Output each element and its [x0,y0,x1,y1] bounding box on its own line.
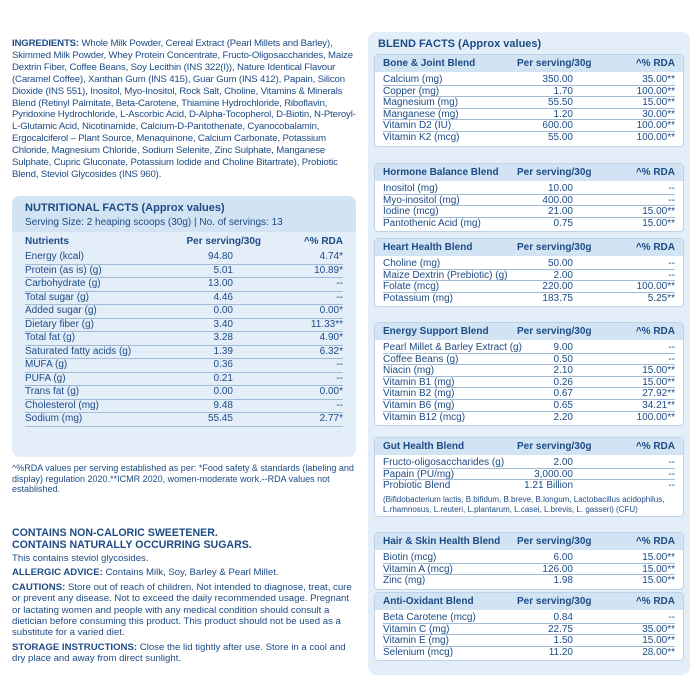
blend-nutrient-name: Inositol (mg) [383,183,439,194]
nutrient-name: Total sugar (g) [25,291,89,303]
blend-col-rda: ^% RDA [635,167,675,178]
blend-row [383,183,675,195]
ingredients-label: INGREDIENTS: [12,38,79,49]
allergic-text: Contains Milk, Soy, Barley & Pearl Millet. [105,567,279,579]
nutrient-rda: 0.00* [319,386,343,397]
nutrient-per-serving: 3.28 [213,332,233,343]
blend-per-serving: 1.21 Billion [524,480,573,492]
nutrition-row [25,386,343,400]
blend-row [383,457,675,469]
nutrition-row [25,332,343,346]
sugars-notice: CONTAINS NATURALLY OCCURRING SUGARS. [12,539,252,551]
blend-rda: 100.00** [636,411,675,423]
blend-nutrient-name: Folate (mcg) [383,281,440,293]
blend-name: Energy Support Blend [383,326,489,337]
cautions-text: Store out of reach of children. Not intended to diagnose, treat, cure or prevent any disease. Not to exceed the daily recommended usage. Pregnant or lactating women and people with any medical condition should consult a dietician before consuming this product. This product should not be used as a substitute for a varied diet. [12,581,352,639]
blend-per-serving: 2.10 [553,365,573,377]
blend-col-per-serving: Per serving/30g [517,441,592,452]
blend-per-serving: 55.00 [547,131,573,143]
blend-rda: 15.00** [642,635,675,647]
nutrient-rda: -- [336,399,343,411]
blend-rda: 15.00** [642,97,675,109]
nutrition-row [25,265,343,279]
blend-rda: 15.00** [642,575,675,587]
blend-row [383,635,675,647]
blend-table [374,163,684,232]
blend-row [383,480,675,492]
blend-nutrient-name: Niacin (mg) [383,365,435,377]
blend-row [383,412,675,424]
blend-row [383,206,675,218]
nutrient-rda: 0.00* [319,305,343,316]
blend-per-serving: 11.20 [548,646,573,658]
blend-per-serving: 2.20 [553,411,573,423]
nutrient-per-serving: 3.40 [213,318,233,330]
blend-per-serving: 2.00 [553,457,573,468]
blend-row [383,342,675,354]
blend-col-per-serving: Per serving/30g [517,167,592,178]
col-rda: ^% RDA [303,236,343,247]
nutrition-header [12,196,356,232]
blend-nutrient-name: Vitamin K2 (mcg) [383,131,460,143]
blend-per-serving: 400.00 [542,194,573,206]
nutrient-per-serving: 5.01 [213,264,233,276]
nutrient-per-serving: 0.21 [213,372,233,384]
blend-rda: -- [668,480,675,492]
blend-rda: 100.00** [636,131,675,143]
blend-rda: -- [668,457,675,468]
blend-per-serving: 3,000.00 [534,468,573,480]
nutrition-table [12,232,356,427]
blend-nutrient-name: Potassium (mg) [383,292,454,304]
blend-row [383,195,675,207]
blend-nutrient-name: Biotin (mcg) [383,552,437,563]
blend-row [383,258,675,270]
blend-rda: 30.00** [642,108,675,120]
blend-rda: 27.92** [642,388,675,400]
blend-rda: 15.00** [642,552,675,563]
nutrient-rda: 4.74* [319,251,343,262]
blend-table [374,54,684,147]
probiotic-strains-note: (Bifidobacterium lactis, B.bifidum, B.breve, B.longum, Lactobacillus acidophilus, L.rhamnosus, L.reuteri, L.plantarum, L.casei, L.brevis, L. gasseri) (CFU) [383,494,665,514]
blend-per-serving: 0.67 [553,388,573,400]
nutrition-row [25,413,343,427]
nutrient-name: Trans fat (g) [25,386,80,397]
blend-name: Gut Health Blend [383,441,465,452]
blend-per-serving: 50.00 [547,258,573,269]
blend-row [383,365,675,377]
nutrient-name: Added sugar (g) [25,305,97,316]
blend-nutrient-name: Manganese (mg) [383,108,459,120]
blend-nutrient-name: Vitamin B2 (mg) [383,388,455,400]
blend-nutrient-name: Selenium (mcg) [383,646,454,658]
blend-per-serving: 0.50 [553,353,573,365]
blend-nutrient-name: Vitamin B6 (mg) [383,399,455,411]
sweetener-notice: CONTAINS NON-CALORIC SWEETENER. [12,527,218,539]
blend-header [375,164,683,181]
nutrition-table-header [25,236,343,251]
blend-per-serving: 6.00 [553,552,573,563]
blend-nutrient-name: Choline (mg) [383,258,441,269]
nutrient-rda: -- [336,278,343,289]
blend-per-serving: 22.75 [547,623,573,635]
storage-label: STORAGE INSTRUCTIONS: [12,641,138,653]
blend-rda: 35.00** [642,623,675,635]
blend-col-rda: ^% RDA [635,536,675,547]
blend-header [375,438,683,455]
blend-nutrient-name: Magnesium (mg) [383,97,459,109]
blend-row [383,218,675,230]
blend-name: Anti-Oxidant Blend [383,596,474,607]
blend-nutrient-name: Coffee Beans (g) [383,353,459,365]
blend-header [375,533,683,550]
blend-rda: 34.21** [642,399,675,411]
blend-nutrient-name: Vitamin E (mg) [383,635,449,647]
blend-row [383,281,675,293]
blend-row [383,120,675,132]
blend-per-serving: 0.84 [553,612,573,623]
blend-nutrient-name: Beta Carotene (mcg) [383,612,476,623]
blend-col-per-serving: Per serving/30g [517,58,592,69]
allergic-advice [12,567,357,578]
blend-header [375,593,683,610]
nutrient-name: Energy (kcal) [25,251,84,262]
blend-header [375,239,683,256]
blend-row [383,469,675,481]
blend-per-serving: 0.75 [553,217,573,229]
blend-col-per-serving: Per serving/30g [517,536,592,547]
blend-per-serving: 55.50 [547,97,573,109]
blend-table [374,322,684,426]
nutrient-name: Dietary fiber (g) [25,318,94,330]
blend-row [383,564,675,576]
nutrient-per-serving: 0.36 [213,359,233,370]
nutrient-name: Cholesterol (mg) [25,399,99,411]
blend-rda: -- [668,342,675,353]
blend-nutrient-name: Calcium (mg) [383,74,443,85]
nutrition-title: NUTRITIONAL FACTS (Approx values) [25,202,225,214]
blend-nutrient-name: Vitamin B1 (mg) [383,376,455,388]
blend-header [375,323,683,340]
ingredients-text: Whole Milk Powder, Cereal Extract (Pearl Millets and Barley), Skimmed Milk Powder, Whey Protein Concentrate, Fructo-Oligosaccharides, Maize Dextrin Fiber, Coffee Beans, Soy Lecithin (INS 322(I)), Nature Identical Flavour (Caramel Coffee), Xanthan Gum (INS 415), Guar Gum (INS 412), Papain, Silicon Dioxide (INS 551), Inositol, Myo-Inositol, Rock Salt, Choline, Vitamins & Minerals Blend (Retinyl Palmitate, Beta-Carotene, Thiamine Hydrochloride, Riboflavin, Pyridoxine Hydrochloride, L-Ascorbic Acid, D-Alpha-Tocopherol, D-Biotin, N-Pteroyl-L-Glutamic Acid, Nicotinamide, Calcium-D-Pantothenate, Cyanocobalamin, Ergocalciferol – Plant Source, Menaquinone, Calcium Carbonate, Potassium Chloride, Magnesium Chloride, Sodium Selenite, Zinc Sulphate, Manganese Sulphate, Cupric Gluconate, Potassium Iodide and Choline Bitartrate), Probiotic Blend, Steviol Glycosides (INS 960). [12,38,356,180]
nutrition-row [25,319,343,333]
blend-row [383,74,675,86]
nutrient-rda: 2.77* [319,413,343,424]
blend-nutrient-name: Pantothenic Acid (mg) [383,217,481,229]
blend-nutrient-name: Vitamin B12 (mcg) [383,411,466,423]
blend-rda: 15.00** [642,563,675,575]
blend-col-per-serving: Per serving/30g [517,326,592,337]
blend-rda: -- [668,468,675,480]
nutrient-name: Carbohydrate (g) [25,278,101,289]
allergic-label: ALLERGIC ADVICE: [12,567,103,579]
nutrient-per-serving: 0.00 [213,386,233,397]
blend-table [374,238,684,307]
steviol-notice: This contains steviol glycosides. [12,553,149,564]
blend-per-serving: 1.50 [553,635,573,647]
blend-per-serving: 10.00 [547,183,573,194]
blend-nutrient-name: Vitamin A (mcg) [383,563,453,575]
nutrition-row [25,373,343,387]
blend-rda: -- [668,269,675,281]
blend-row [383,354,675,366]
blend-nutrient-name: Zinc (mg) [383,575,426,587]
blend-per-serving: 0.26 [553,376,573,388]
blend-rda: 35.00** [642,74,675,85]
blend-per-serving: 2.00 [553,269,573,281]
blend-per-serving: 9.00 [553,342,573,353]
blend-nutrient-name: Probiotic Blend [383,480,451,492]
col-nutrients: Nutrients [25,236,69,247]
blend-col-per-serving: Per serving/30g [517,242,592,253]
blend-row [383,86,675,98]
blend-table [374,437,684,517]
blend-rda: 15.00** [642,376,675,388]
blend-table [374,592,684,661]
nutrition-row [25,305,343,319]
nutrient-per-serving: 55.45 [207,413,233,424]
blend-rda: 15.00** [642,206,675,218]
blend-row [383,552,675,564]
blend-facts-panel [368,32,690,675]
storage-text: Close the lid tightly after use. Store in a cool and dry place and away from direct sunlight. [12,641,346,665]
nutrient-per-serving: 9.48 [213,399,233,411]
nutrient-rda: -- [336,291,343,303]
nutrition-row [25,400,343,414]
nutrition-row [25,359,343,373]
nutrient-per-serving: 94.80 [207,251,233,262]
blend-row [383,612,675,624]
serving-size: Serving Size: 2 heaping scoops (30g) | No. of servings: 13 [25,217,283,228]
blend-col-rda: ^% RDA [635,441,675,452]
blend-row [383,624,675,636]
cautions [12,582,357,639]
blend-row [383,293,675,305]
blend-per-serving: 1.70 [553,85,573,97]
blend-facts-title: BLEND FACTS (Approx values) [378,38,542,50]
blend-rda: 5.25** [647,292,675,304]
nutrition-facts-panel [12,196,356,457]
blend-row [383,132,675,144]
nutrient-per-serving: 1.39 [213,345,233,357]
blend-per-serving: 600.00 [542,120,573,132]
blend-nutrient-name: Vitamin C (mg) [383,623,450,635]
nutrient-per-serving: 4.46 [213,291,233,303]
blend-per-serving: 1.20 [553,108,573,120]
ingredients-section [12,38,357,181]
nutrient-per-serving: 0.00 [213,305,233,316]
blend-per-serving: 220.00 [542,281,573,293]
blend-nutrient-name: Copper (mg) [383,85,440,97]
blend-rda: -- [668,353,675,365]
nutrient-rda: 10.89* [314,264,343,276]
nutrient-rda: -- [336,372,343,384]
blend-per-serving: 1.98 [553,575,573,587]
nutrient-name: PUFA (g) [25,372,66,384]
nutrient-name: Protein (as is) (g) [25,264,102,276]
cautions-label: CAUTIONS: [12,581,66,593]
nutrient-name: Sodium (mg) [25,413,83,424]
blend-row [383,97,675,109]
blend-nutrient-name: Vitamin D2 (IU) [383,120,452,132]
blend-row [383,270,675,282]
blend-col-rda: ^% RDA [635,596,675,607]
blend-row [383,575,675,587]
blend-rda: 15.00** [642,217,675,229]
blend-per-serving: 0.65 [553,399,573,411]
blend-row [383,109,675,121]
storage-instructions [12,642,357,665]
nutrition-row [25,251,343,265]
blend-col-rda: ^% RDA [635,58,675,69]
nutrition-row [25,292,343,306]
nutrient-rda: 6.32* [319,345,343,357]
blend-col-rda: ^% RDA [635,242,675,253]
blend-table [374,532,684,590]
blend-nutrient-name: Iodine (mcg) [383,206,439,218]
blend-nutrient-name: Maize Dextrin (Prebiotic) (g) [383,269,508,281]
blend-row [383,388,675,400]
nutrient-per-serving: 13.00 [207,278,233,289]
nutrient-rda: -- [336,359,343,370]
blend-nutrient-name: Pearl Millet & Barley Extract (g) [383,342,522,353]
advice-section [12,527,357,667]
blend-rda: 100.00** [636,281,675,293]
nutrient-rda: 4.90* [319,332,343,343]
blend-rda: -- [668,612,675,623]
blend-nutrient-name: Papain (PU/mg) [383,468,455,480]
nutrition-row [25,278,343,292]
nutrient-name: MUFA (g) [25,359,68,370]
blend-name: Heart Health Blend [383,242,473,253]
blend-header [375,55,683,72]
blend-row [383,647,675,659]
blend-rda: 15.00** [642,365,675,377]
nutrient-rda: 11.33** [310,318,343,330]
blend-rda: -- [668,258,675,269]
blend-per-serving: 21.00 [547,206,573,218]
nutrient-name: Saturated fatty acids (g) [25,345,132,357]
blend-per-serving: 350.00 [542,74,573,85]
blend-rda: -- [668,183,675,194]
blend-rda: 100.00** [636,120,675,132]
blend-nutrient-name: Myo-inositol (mg) [383,194,460,206]
blend-col-rda: ^% RDA [635,326,675,337]
nutrition-row [25,346,343,360]
blend-per-serving: 126.00 [542,563,573,575]
blend-name: Hair & Skin Health Blend [383,536,501,547]
blend-name: Bone & Joint Blend [383,58,476,69]
nutrient-name: Total fat (g) [25,332,76,343]
blend-col-per-serving: Per serving/30g [517,596,592,607]
blend-name: Hormone Balance Blend [383,167,499,178]
blend-rda: 28.00** [642,646,675,658]
col-per-serving: Per serving/30g [186,236,261,247]
rda-footnote: ^%RDA values per serving established as per: *Food safety & standards (labeling and display) regulation 2020.**ICMR 2020, women-moderate work.--RDA values not established. [12,463,354,495]
blend-nutrient-name: Fructo-oligosaccharides (g) [383,457,505,468]
blend-per-serving: 183.75 [542,292,573,304]
blend-rda: 100.00** [636,85,675,97]
blend-rda: -- [668,194,675,206]
blend-row [383,400,675,412]
blend-row [383,377,675,389]
